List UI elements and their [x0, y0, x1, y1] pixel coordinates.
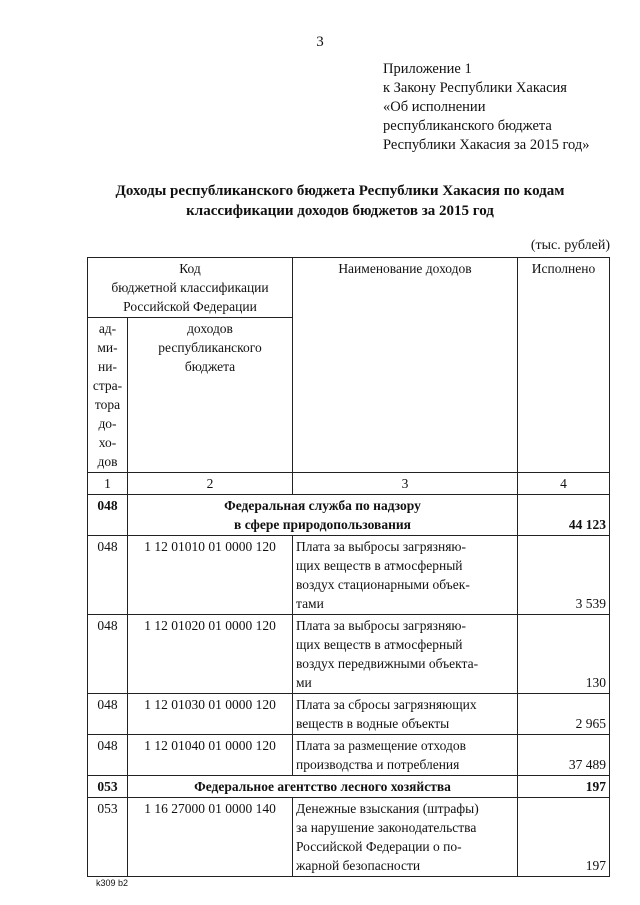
- revenue-col-header: [128, 318, 293, 473]
- table-row: [88, 615, 610, 694]
- title-line: классификации доходов бюджетов за 2015 год: [186, 203, 494, 219]
- revenue-name: [293, 694, 518, 735]
- section-name: [128, 495, 518, 536]
- executed-value: 130: [518, 615, 610, 694]
- admin-header-line: до-: [98, 416, 117, 431]
- name-line: щих веществ в атмосферный: [296, 558, 463, 573]
- column-number: 3: [293, 473, 518, 495]
- code-group-header: [88, 258, 293, 318]
- executed-value: 2 965: [518, 694, 610, 735]
- admin-header-line: хо-: [98, 435, 117, 450]
- name-line: жарной безопасности: [296, 858, 421, 873]
- document-title: [60, 181, 620, 221]
- section-total: 44 123: [518, 495, 610, 536]
- revenue-name: [293, 536, 518, 615]
- revenue-code: 1 12 01030 01 0000 120: [128, 694, 293, 735]
- name-line: веществ в водные объекты: [296, 716, 450, 731]
- appendix-block: [383, 60, 589, 155]
- name-line: Плата за выбросы загрязняю-: [296, 539, 467, 554]
- admin-code: 053: [88, 798, 128, 877]
- column-number: 2: [128, 473, 293, 495]
- executed-col-header: Исполнено: [518, 258, 610, 473]
- revenue-table: [87, 257, 610, 877]
- name-line: Российской Федерации о по-: [296, 839, 462, 854]
- executed-value: 197: [518, 798, 610, 877]
- code-header-line: Российской Федерации: [123, 299, 257, 314]
- section-admin-code: 048: [88, 495, 128, 536]
- section-admin-code: 053: [88, 776, 128, 798]
- units-label: (тыс. рублей): [530, 238, 610, 253]
- column-number-row: [88, 473, 610, 495]
- admin-header-line: тора: [94, 397, 121, 412]
- revenue-code: 1 12 01040 01 0000 120: [128, 735, 293, 776]
- footer-code: k309 b2: [96, 878, 129, 888]
- revenue-code: 1 12 01020 01 0000 120: [128, 615, 293, 694]
- page-number: 3: [316, 34, 324, 50]
- name-line: Плата за выбросы загрязняю-: [296, 618, 467, 633]
- admin-header-line: ад-: [98, 321, 117, 336]
- section-total: 197: [518, 776, 610, 798]
- admin-code: 048: [88, 735, 128, 776]
- admin-code: 048: [88, 536, 128, 615]
- admin-header-line: дов: [97, 454, 118, 469]
- revenue-code: 1 12 01010 01 0000 120: [128, 536, 293, 615]
- admin-header-line: ми-: [97, 340, 118, 355]
- section-name-line: Федеральная служба по надзору: [224, 498, 421, 513]
- executed-value: 3 539: [518, 536, 610, 615]
- title-line: Доходы республиканского бюджета Республики Хакасия по кодам: [115, 183, 565, 199]
- name-line: Плата за размещение отходов: [296, 738, 466, 753]
- appendix-line: республиканского бюджета: [383, 118, 552, 134]
- name-line: производства и потребления: [296, 757, 460, 772]
- name-line: тами: [296, 596, 324, 611]
- executed-value: 37 489: [518, 735, 610, 776]
- table-row: [88, 694, 610, 735]
- admin-header-line: ни-: [98, 359, 117, 374]
- name-line: воздух передвижными объекта-: [296, 656, 479, 671]
- admin-header-line: стра-: [92, 378, 123, 393]
- revenue-header-line: республиканского: [158, 340, 262, 355]
- table-row: [88, 536, 610, 615]
- code-header-line: бюджетной классификации: [111, 280, 269, 295]
- revenue-name: [293, 615, 518, 694]
- name-col-header: Наименование доходов: [293, 258, 518, 473]
- revenue-name: [293, 798, 518, 877]
- appendix-line: «Об исполнении: [383, 99, 486, 115]
- column-number: 1: [88, 473, 128, 495]
- name-line: Плата за сбросы загрязняющих: [296, 697, 477, 712]
- admin-code: 048: [88, 694, 128, 735]
- code-header-line: Код: [179, 261, 201, 276]
- name-line: за нарушение законодательства: [296, 820, 477, 835]
- table-row: [88, 798, 610, 877]
- header-row: [88, 258, 610, 318]
- appendix-line: к Закону Республики Хакасия: [383, 80, 567, 96]
- name-line: Денежные взыскания (штрафы): [296, 801, 479, 816]
- admin-code: 048: [88, 615, 128, 694]
- column-number: 4: [518, 473, 610, 495]
- revenue-header-line: бюджета: [184, 359, 236, 374]
- appendix-line: Республики Хакасия за 2015 год»: [383, 137, 590, 153]
- revenue-header-line: доходов: [187, 321, 233, 336]
- revenue-code: 1 16 27000 01 0000 140: [128, 798, 293, 877]
- section-name-line: в сфере природопользования: [234, 517, 411, 532]
- appendix-line: Приложение 1: [383, 61, 472, 77]
- section-name: Федеральное агентство лесного хозяйства: [128, 776, 518, 798]
- name-line: щих веществ в атмосферный: [296, 637, 463, 652]
- section-row: [88, 776, 610, 798]
- name-line: ми: [296, 675, 312, 690]
- revenue-name: [293, 735, 518, 776]
- name-line: воздух стационарными объек-: [296, 577, 470, 592]
- admin-col-header: [88, 318, 128, 473]
- section-row: [88, 495, 610, 536]
- table-row: [88, 735, 610, 776]
